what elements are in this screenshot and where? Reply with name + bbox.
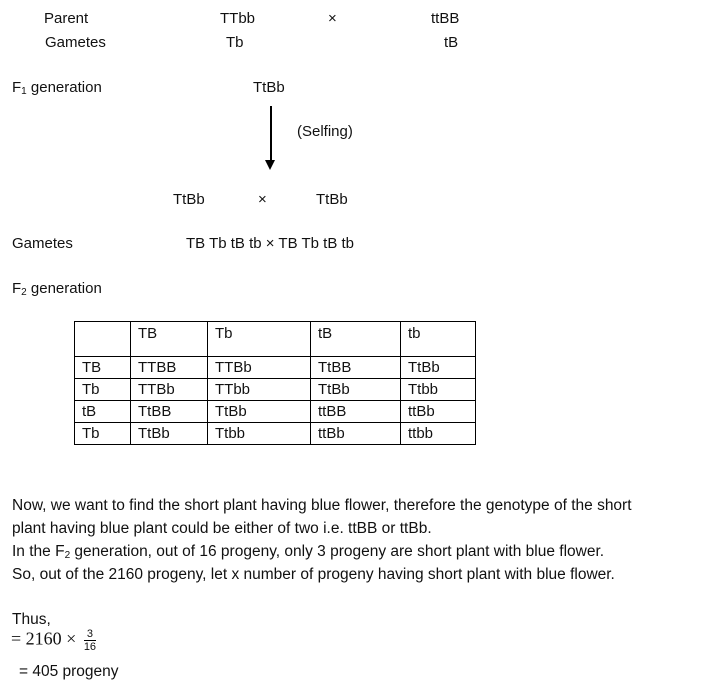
- down-arrow-icon: [265, 160, 275, 170]
- f1-cross-left: TtBb: [173, 191, 205, 208]
- parent-label: Parent: [44, 10, 89, 27]
- punnett-cell: TTBB: [131, 357, 208, 379]
- calculation-expr-text: = 2160 ×: [11, 628, 77, 649]
- explanation-line-1: Now, we want to find the short plant having blue flower, therefore the genotype of the short: [12, 497, 632, 514]
- punnett-cell: ttBb: [311, 423, 401, 445]
- selfing-label: (Selfing): [297, 123, 353, 140]
- parent-male-gamete: tB: [444, 34, 459, 51]
- punnett-cell: TTbb: [208, 379, 311, 401]
- punnett-cell: TtBB: [311, 357, 401, 379]
- punnett-cell: TTBb: [208, 357, 311, 379]
- punnett-row: [75, 401, 476, 423]
- parent-gametes-label: Gametes: [45, 34, 106, 51]
- punnett-row-header: tB: [75, 401, 131, 423]
- punnett-header-row: [75, 322, 476, 357]
- punnett-cell: ttbb: [401, 423, 476, 445]
- punnett-header-cell: TB: [131, 322, 208, 357]
- explanation-line-2: plant having blue plant could be either of two i.e. ttBB or ttBb.: [12, 520, 432, 537]
- f1-gametes-value: TB Tb tB tb × TB Tb tB tb: [186, 235, 354, 252]
- punnett-cell: Ttbb: [208, 423, 311, 445]
- punnett-row: [75, 357, 476, 379]
- punnett-square: [74, 321, 476, 445]
- punnett-corner-cell: [75, 322, 131, 357]
- punnett-cell: ttBB: [311, 401, 401, 423]
- down-arrow-line: [270, 106, 272, 162]
- parent-female-genotype: TTbb: [220, 10, 256, 27]
- cross-symbol: ×: [328, 10, 337, 27]
- punnett-row-header: Tb: [75, 379, 131, 401]
- punnett-row-header: TB: [75, 357, 131, 379]
- f1-genotype: TtBb: [253, 79, 285, 96]
- f1-cross-right: TtBb: [316, 191, 348, 208]
- calculation-result: = 405 progeny: [19, 663, 119, 680]
- punnett-cell: TtBb: [131, 423, 208, 445]
- punnett-cell: TtBB: [131, 401, 208, 423]
- punnett-header-cell: tb: [401, 322, 476, 357]
- f1-generation-label: $F_1$ generation: [12, 79, 102, 97]
- calculation-expression: [11, 628, 96, 653]
- parent-female-gamete: Tb: [226, 34, 244, 51]
- fraction-denominator: 16: [83, 641, 97, 653]
- f1-gametes-label: Gametes: [12, 235, 73, 252]
- punnett-row: [75, 423, 476, 445]
- punnett-cell: TtBb: [401, 357, 476, 379]
- explanation-line-4: So, out of the 2160 progeny, let x number of progeny having short plant with blue flower.: [12, 566, 615, 583]
- punnett-cell: TtBb: [311, 379, 401, 401]
- f1-cross-symbol: ×: [258, 191, 267, 208]
- punnett-header-cell: tB: [311, 322, 401, 357]
- explanation-line-3: In the $F_2$ generation, out of 16 progeny, only 3 progeny are short plant with blue flower.: [12, 543, 605, 561]
- punnett-header-cell: Tb: [208, 322, 311, 357]
- fraction: [84, 628, 96, 653]
- thus-label: Thus,: [12, 611, 51, 628]
- parent-male-genotype: ttBB: [431, 10, 460, 27]
- fraction-numerator: 3: [84, 628, 96, 641]
- punnett-row-header: Tb: [75, 423, 131, 445]
- punnett-cell: ttBb: [401, 401, 476, 423]
- punnett-cell: TTBb: [131, 379, 208, 401]
- f2-generation-label: $F_2$ generation: [12, 280, 102, 298]
- punnett-cell: TtBb: [208, 401, 311, 423]
- punnett-cell: Ttbb: [401, 379, 476, 401]
- punnett-row: [75, 379, 476, 401]
